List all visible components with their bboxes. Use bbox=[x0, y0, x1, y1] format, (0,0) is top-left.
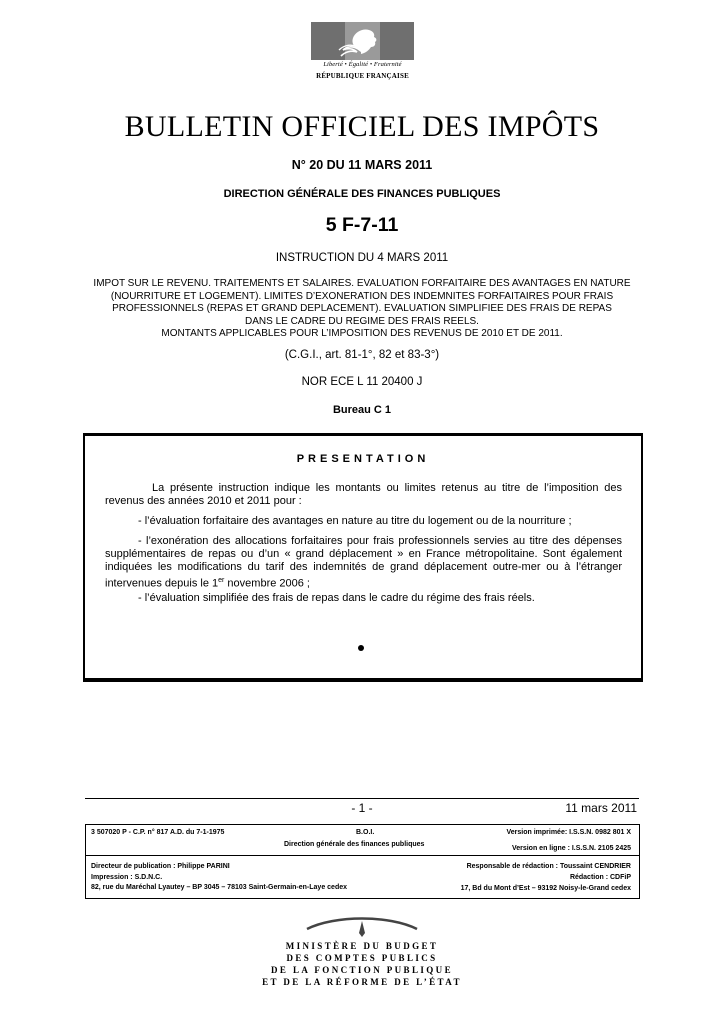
presentation-intro: La présente instruction indique les montants ou limites retenus au titre de l’imposition des revenus des années 2010 et 2011 pour : bbox=[105, 482, 622, 507]
republique-logo bbox=[311, 22, 414, 83]
presentation-title: PRESENTATION bbox=[296, 453, 430, 465]
colophon-dgfip: Direction générale des finances publiques bbox=[284, 841, 425, 848]
ministry-line: MINISTÈRE DU BUDGET bbox=[285, 941, 439, 951]
ministry-line: DE LA FONCTION PUBLIQUE bbox=[271, 965, 453, 975]
colophon-director: Directeur de publication : Philippe PARINI bbox=[91, 863, 230, 870]
colophon-box bbox=[85, 824, 640, 899]
footer-rule bbox=[85, 798, 639, 799]
bullet-dot-icon bbox=[358, 645, 364, 651]
nor-reference: NOR ECE L 11 20400 J bbox=[301, 376, 423, 388]
subject-block bbox=[0, 278, 724, 341]
marianne-profile-icon bbox=[311, 22, 414, 60]
subject-line: IMPOT SUR LE REVENU. TRAITEMENTS ET SALAIRES. EVALUATION FORFAITAIRE DES AVANTAGES EN NATURE bbox=[93, 278, 631, 289]
colophon-separator bbox=[86, 855, 639, 856]
republic-motto: Liberté • Égalité • Fraternité bbox=[323, 61, 402, 68]
subject-line: PROFESSIONNELS (REPAS ET GRAND DEPLACEMENT). EVALUATION SIMPLIFIEE DES FRAIS DE REPAS bbox=[112, 303, 612, 314]
direction-name: DIRECTION GÉNÉRALE DES FINANCES PUBLIQUES bbox=[223, 188, 501, 200]
cgi-reference: (C.G.I., art. 81-1°, 82 et 83-3°) bbox=[284, 349, 440, 361]
page-number: - 1 - bbox=[351, 801, 373, 815]
marianne-logo bbox=[311, 22, 414, 60]
colophon-redaction-address: 17, Bd du Mont d’Est – 93192 Noisy-le-Grand cedex bbox=[460, 885, 631, 892]
bureau-label: Bureau C 1 bbox=[332, 404, 392, 416]
presentation-box bbox=[83, 433, 643, 682]
item-text: - l’exonération des allocations forfaitaires pour frais professionnels servies au titre des dépenses supplémentaires de repas ou d’un « grand déplacement » en France métropolitaine. Sont également indiquées les modifications du tarif des indemnités de grand déplacement outre-mer ou à l’étranger intervenues depuis le 1 bbox=[105, 535, 622, 590]
colophon-redaction: Rédaction : CDFiP bbox=[569, 874, 631, 881]
colophon-boi: B.O.I. bbox=[356, 829, 375, 836]
page-title: BULLETIN OFFICIEL DES IMPÔTS bbox=[124, 110, 600, 143]
republic-name: RÉPUBLIQUE FRANÇAISE bbox=[316, 72, 409, 80]
ministry-line: ET DE LA RÉFORME DE L’ÉTAT bbox=[262, 977, 462, 987]
ministry-arc-emblem-icon bbox=[305, 911, 419, 937]
ministry-line: DES COMPTES PUBLICS bbox=[286, 953, 438, 963]
colophon-issn-online: Version en ligne : I.S.S.N. 2105 2425 bbox=[511, 845, 631, 852]
colophon-editor: Responsable de rédaction : Toussaint CENDRIER bbox=[466, 863, 631, 870]
subject-line: DANS LE CADRE DU REGIME DES FRAIS REELS. bbox=[245, 315, 479, 327]
colophon-printing: Impression : S.D.N.C. bbox=[91, 874, 163, 881]
superscript: er bbox=[218, 577, 225, 584]
colophon-ref: 3 507020 P - C.P. n° 817 A.D. du 7-1-1975 bbox=[91, 829, 225, 836]
document-reference: 5 F-7-11 bbox=[325, 214, 399, 236]
item-text: novembre 2006 ; bbox=[224, 577, 310, 590]
colophon-address: 82, rue du Maréchal Lyautey – BP 3045 – 78103 Saint-Germain-en-Laye cedex bbox=[91, 884, 348, 891]
presentation-item bbox=[105, 535, 622, 591]
instruction-date: INSTRUCTION DU 4 MARS 2011 bbox=[275, 252, 449, 264]
subject-line: (NOURRITURE ET LOGEMENT). LIMITES D’EXONERATION DES INDEMNITES FORFAITAIRES POUR FRAIS bbox=[110, 290, 614, 302]
issue-number: N° 20 DU 11 MARS 2011 bbox=[291, 158, 433, 172]
subject-line: MONTANTS APPLICABLES POUR L’IMPOSITION DES REVENUS DE 2010 ET DE 2011. bbox=[161, 328, 563, 339]
presentation-item: - l’évaluation simplifiée des frais de repas dans le cadre du régime des frais réels. bbox=[138, 592, 535, 604]
page-date: 11 mars 2011 bbox=[565, 801, 637, 815]
presentation-item: - l’évaluation forfaitaire des avantages en nature au titre du logement ou de la nourriture ; bbox=[138, 515, 572, 527]
colophon-issn-print: Version imprimée: I.S.S.N. 0982 801 X bbox=[506, 829, 631, 836]
ministry-name bbox=[0, 940, 724, 988]
